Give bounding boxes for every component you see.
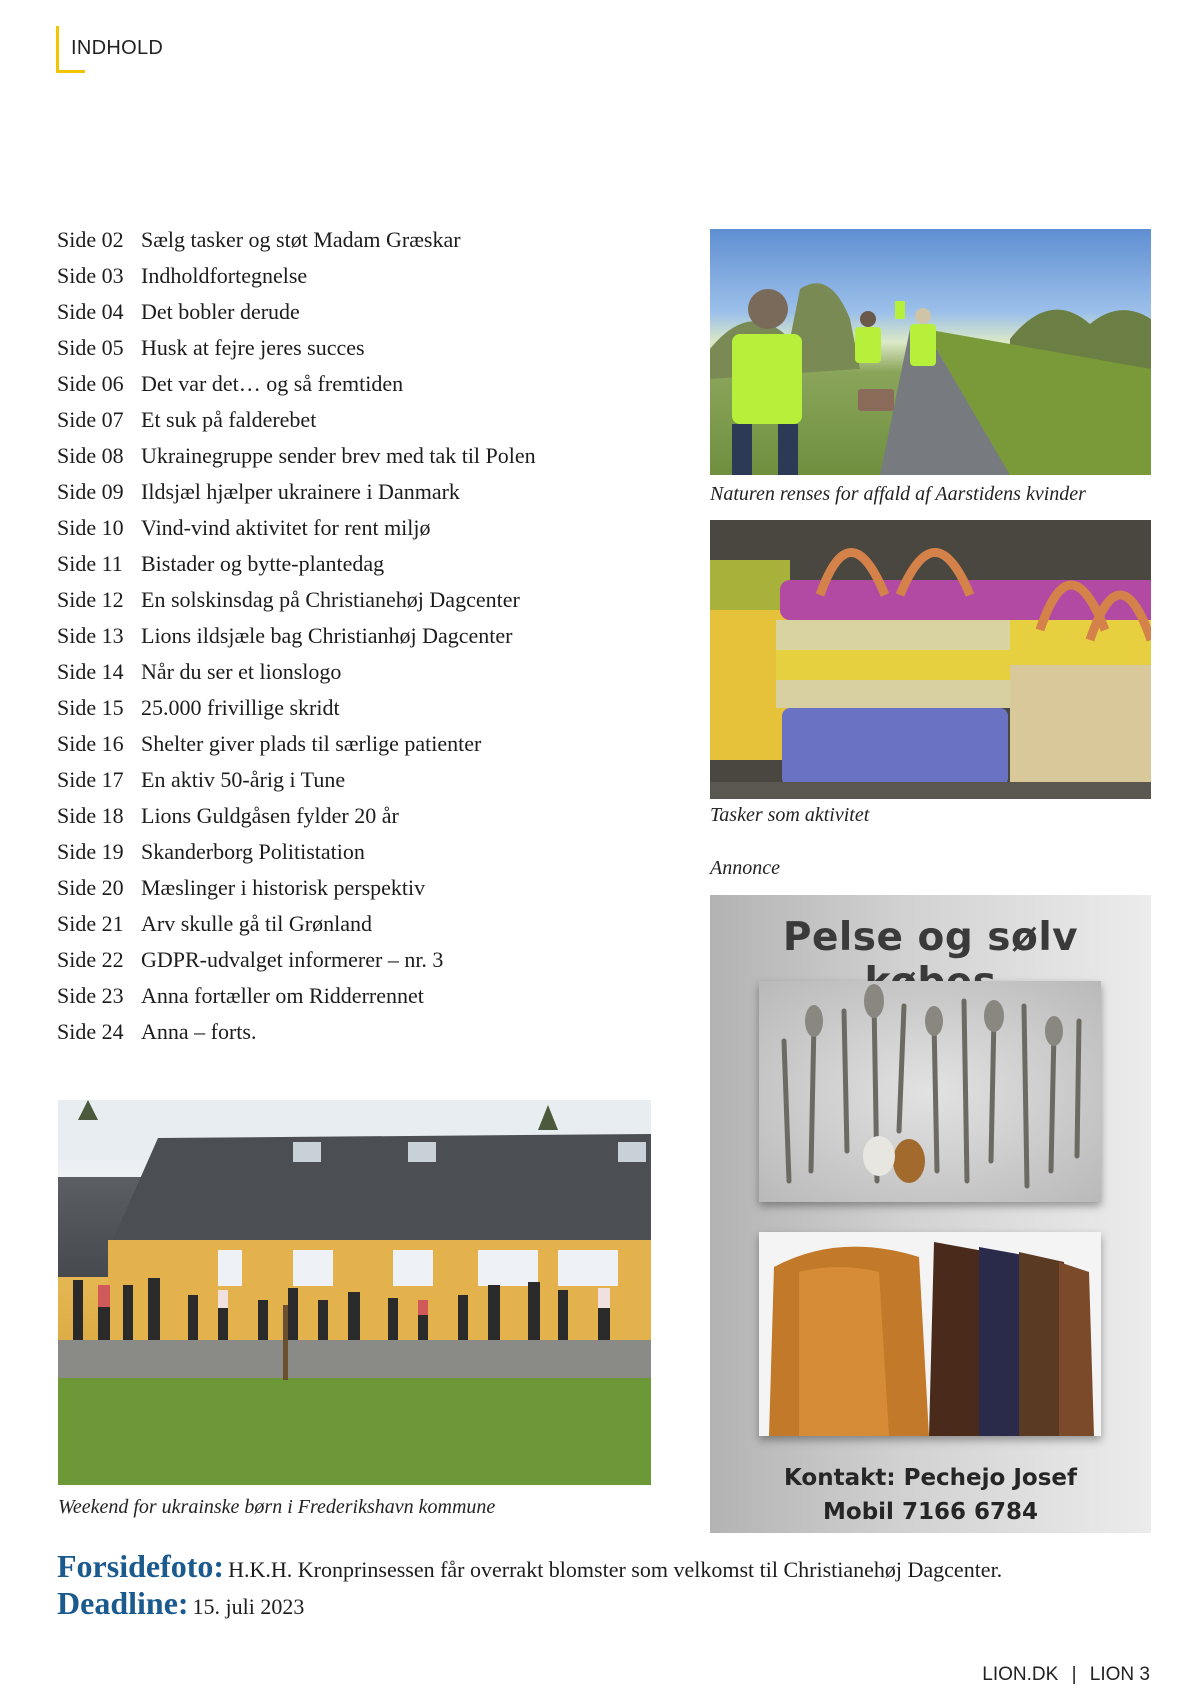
toc-title: Lions Guldgåsen fylder 20 år (141, 803, 399, 828)
toc-item (57, 726, 677, 762)
toc-item (57, 510, 677, 546)
toc-page: Side 22 (57, 947, 124, 972)
advertisement (710, 895, 1151, 1533)
toc-item (57, 258, 677, 294)
toc-page: Side 19 (57, 839, 124, 864)
ad-phone: Mobil 7166 6784 (823, 1499, 1038, 1525)
toc-title: Skanderborg Politistation (141, 839, 365, 864)
toc-page: Side 13 (57, 623, 124, 648)
toc-page: Side 10 (57, 515, 124, 540)
toc-item (57, 834, 677, 870)
toc-title: Anna – forts. (141, 1019, 257, 1044)
toc-item (57, 690, 677, 726)
toc-item (57, 474, 677, 510)
toc-title: Mæslinger i historisk perspektiv (141, 875, 426, 900)
toc-title: Indholdfortegnelse (141, 263, 308, 288)
toc-item (57, 906, 677, 942)
toc-title: Et suk på falderebet (141, 407, 317, 432)
toc-title: Det bobler derude (141, 299, 300, 324)
deadline-line (57, 1585, 304, 1622)
table-of-contents (57, 222, 677, 1050)
deadline-label: Deadline: (57, 1585, 189, 1621)
footer-separator: | (1071, 1664, 1077, 1685)
toc-page: Side 12 (57, 587, 124, 612)
toc-title: En aktiv 50-årig i Tune (141, 767, 346, 792)
toc-item (57, 402, 677, 438)
toc-item (57, 366, 677, 402)
footer-page-number: LION 3 (1089, 1664, 1150, 1685)
ad-contact-name: Kontakt: Pechejo Josef (783, 1465, 1077, 1491)
toc-title: 25.000 frivillige skridt (141, 695, 340, 720)
photo-caption: Weekend for ukrainske børn i Frederikshavn kommune (58, 1496, 496, 1518)
section-label: INDHOLD (71, 37, 164, 59)
toc-item (57, 582, 677, 618)
toc-title: En solskinsdag på Christianehøj Dagcenter (141, 587, 520, 612)
toc-page: Side 15 (57, 695, 124, 720)
toc-page: Side 05 (57, 335, 124, 360)
toc-page: Side 21 (57, 911, 124, 936)
deadline-date: 15. juli 2023 (192, 1594, 305, 1619)
fur-coats-illustration (759, 1232, 1101, 1436)
toc-page: Side 06 (57, 371, 124, 396)
photo-silver-cutlery (759, 981, 1101, 1202)
toc-title: Anna fortæller om Ridderrennet (141, 983, 424, 1008)
toc-page: Side 11 (57, 551, 123, 576)
toc-page: Side 02 (57, 227, 124, 252)
cover-photo-line (57, 1548, 1002, 1585)
footer-site: LION.DK (982, 1664, 1059, 1685)
toc-item (57, 1014, 677, 1050)
ad-headline: Pelse og sølv (782, 915, 1079, 960)
toc-title: Sælg tasker og støt Madam Græskar (141, 227, 461, 252)
toc-item (57, 438, 677, 474)
house-illustration (58, 1100, 651, 1485)
toc-title: Bistader og bytte-plantedag (141, 551, 385, 576)
toc-item (57, 330, 677, 366)
toc-title: Ukrainegruppe sender brev med tak til Polen (141, 443, 536, 468)
toc-page: Side 09 (57, 479, 124, 504)
toc-page: Side 07 (57, 407, 124, 432)
toc-item (57, 798, 677, 834)
silver-cutlery-illustration (759, 981, 1101, 1202)
ad-label: Annonce (710, 857, 780, 879)
toc-title: Shelter giver plads til særlige patienter (141, 731, 482, 756)
toc-page: Side 18 (57, 803, 124, 828)
toc-page: Side 24 (57, 1019, 124, 1044)
toc-title: Arv skulle gå til Grønland (141, 911, 372, 936)
photo-caption: Naturen renses for affald af Aarstidens kvinder (710, 483, 1086, 505)
toc-title: Lions ildsjæle bag Christianhøj Dagcenter (141, 623, 513, 648)
photo-baskets (710, 520, 1151, 799)
toc-item (57, 222, 677, 258)
toc-title: Det var det… og så fremtiden (141, 371, 404, 396)
toc-page: Side 23 (57, 983, 124, 1008)
toc-title: Ildsjæl hjælper ukrainere i Danmark (141, 479, 460, 504)
page-footer (982, 1664, 1150, 1686)
toc-page: Side 16 (57, 731, 124, 756)
toc-page: Side 03 (57, 263, 124, 288)
toc-page: Side 08 (57, 443, 124, 468)
toc-page: Side 17 (57, 767, 124, 792)
toc-item (57, 654, 677, 690)
toc-page: Side 14 (57, 659, 124, 684)
toc-title: Når du ser et lionslogo (141, 659, 342, 684)
photo-path-cleanup (710, 229, 1151, 475)
cover-photo-text: H.K.H. Kronprinsessen får overrakt blomster som velkomst til Christianehøj Dagcenter. (228, 1557, 1003, 1582)
toc-page: Side 20 (57, 875, 124, 900)
toc-title: GDPR-udvalget informerer – nr. 3 (141, 947, 444, 972)
toc-item (57, 294, 677, 330)
toc-title: Husk at fejre jeres succes (141, 335, 365, 360)
toc-item (57, 546, 677, 582)
toc-item (57, 978, 677, 1014)
photo-path-cleanup-illustration (710, 229, 1151, 475)
toc-page: Side 04 (57, 299, 124, 324)
toc-item (57, 762, 677, 798)
photo-ukrainian-children-weekend (58, 1100, 651, 1485)
cover-photo-label: Forsidefoto: (57, 1548, 225, 1584)
photo-fur-coats (759, 1232, 1101, 1436)
toc-item (57, 870, 677, 906)
toc-item (57, 942, 677, 978)
photo-caption: Tasker som aktivitet (710, 804, 870, 826)
photo-baskets-illustration (710, 520, 1151, 799)
toc-title: Vind-vind aktivitet for rent miljø (141, 515, 431, 540)
toc-item (57, 618, 677, 654)
